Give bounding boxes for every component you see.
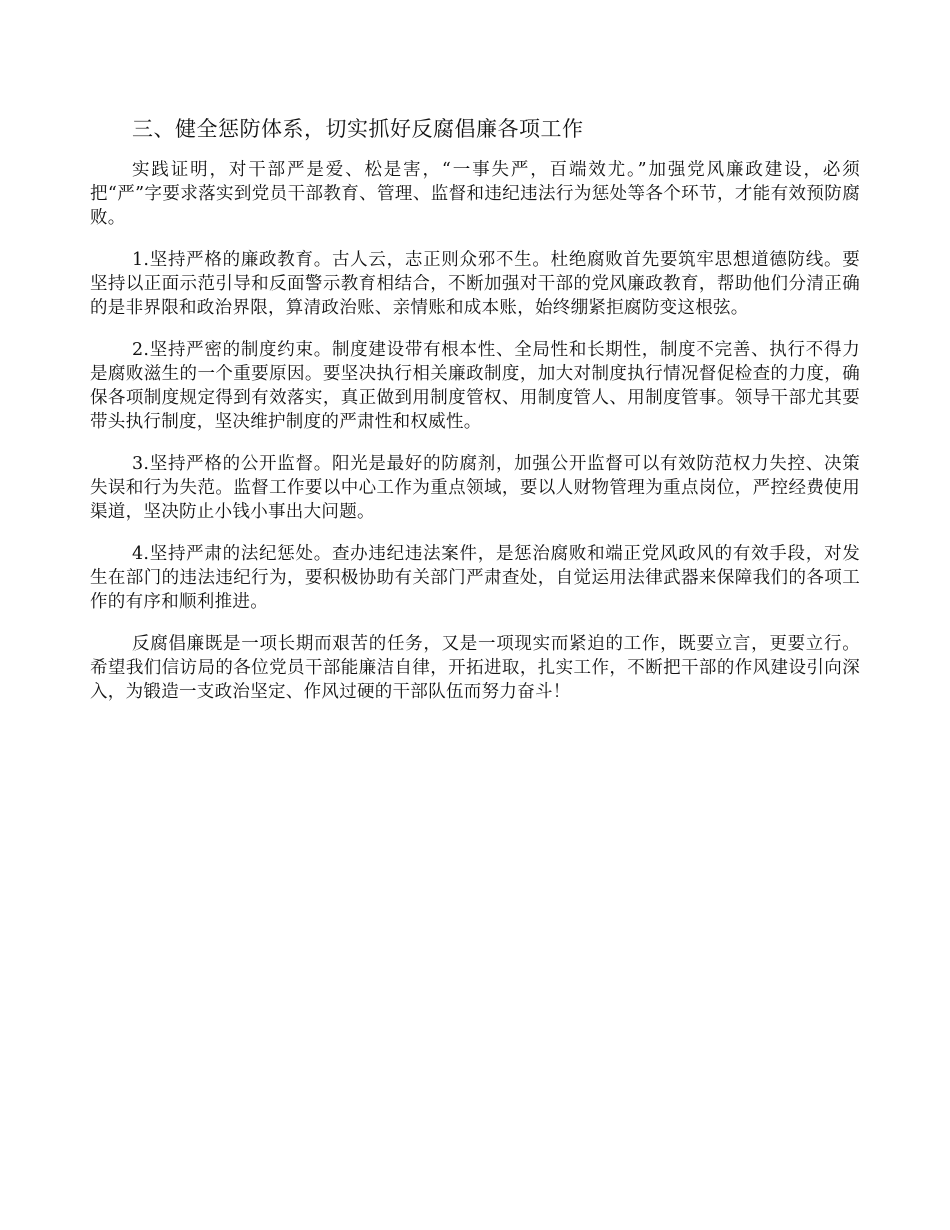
paragraph-supervision: 3.坚持严格的公开监督。阳光是最好的防腐剂，加强公开监督可以有效防范权力失控、决策失误和行为失范。监督工作要以中心工作为重点领域，要以人财物管理为重点岗位，严控经费使用渠道，坚决防止小钱小事出大问题。 bbox=[90, 454, 860, 522]
paragraph-system: 2.坚持严密的制度约束。制度建设带有根本性、全局性和长期性，制度不完善、执行不得力是腐败滋生的一个重要原因。要坚决执行相关廉政制度，加大对制度执行情况督促检查的力度，确保各项制度规定得到有效落实，真正做到用制度管权、用制度管人、用制度管事。领导干部尤其要带头执行制度，坚决维护制度的严肃性和权威性。 bbox=[90, 340, 860, 432]
paragraph-conclusion: 反腐倡廉既是一项长期而艰苦的任务，又是一项现实而紧迫的工作，既要立言，更要立行。希望我们信访局的各位党员干部能廉洁自律，开拓进取，扎实工作，不断把干部的作风建设引向深入，为锻造一支政治坚定、作风过硬的干部队伍而努力奋斗！ bbox=[90, 634, 860, 702]
paragraph-discipline: 4.坚持严肃的法纪惩处。查办违纪违法案件，是惩治腐败和端正党风政风的有效手段，对发生在部门的违法违纪行为，要积极协助有关部门严肃查处，自觉运用法律武器来保障我们的各项工作的有序和顺利推进。 bbox=[90, 544, 860, 612]
document-body bbox=[90, 112, 860, 722]
section-heading: 三、健全惩防体系，切实抓好反腐倡廉各项工作 bbox=[132, 117, 584, 141]
paragraph-intro: 实践证明，对干部严是爱、松是害，“一事失严，百端效尤。”加强党风廉政建设，必须把“严”字要求落实到党员干部教育、管理、监督和违纪违法行为惩处等各个环节，才能有效预防腐败。 bbox=[90, 160, 860, 228]
paragraph-education: 1.坚持严格的廉政教育。古人云，志正则众邪不生。杜绝腐败首先要筑牢思想道德防线。要坚持以正面示范引导和反面警示教育相结合，不断加强对干部的党风廉政教育，帮助他们分清正确的是非界限和政治界限，算清政治账、亲情账和成本账，始终绷紧拒腐防变这根弦。 bbox=[90, 250, 860, 318]
